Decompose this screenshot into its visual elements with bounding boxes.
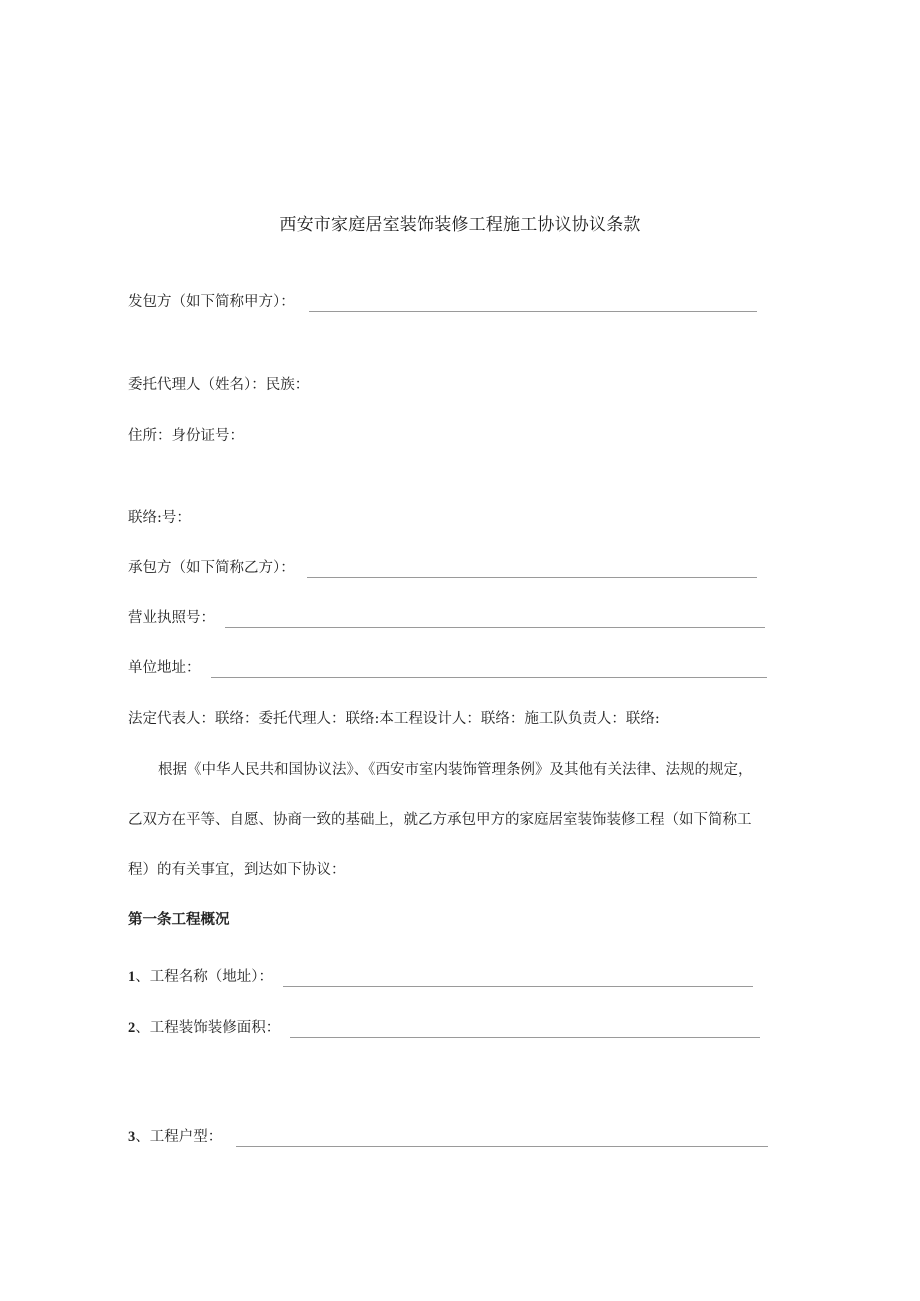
party-a-field[interactable] bbox=[309, 297, 757, 312]
address-row bbox=[128, 658, 767, 678]
body-line-1: 根据《中华人民共和国协议法》、《西安市室内装饰管理条例》及其他有关法律、法规的规定， bbox=[158, 762, 753, 778]
item-2-number: 2 bbox=[128, 1020, 136, 1036]
contact-row bbox=[128, 508, 191, 528]
body-line-2: 乙双方在平等、自愿、协商一致的基础上，就乙方承包甲方的家庭居室装饰装修工程（如下简称工 bbox=[128, 812, 752, 828]
body-line-3: 程）的有关事宜，到达如下协议： bbox=[128, 862, 346, 878]
item-1-number: 1 bbox=[128, 969, 136, 985]
agent-label: 委托代理人（姓名）：民族： bbox=[128, 377, 310, 393]
party-a-row bbox=[128, 292, 757, 312]
party-a-label: 发包方（如下简称甲方）： bbox=[128, 294, 295, 310]
license-row bbox=[128, 608, 765, 628]
representatives-label: 法定代表人：联络：委托代理人：联络:本工程设计人：联络：施工队负责人：联络: bbox=[128, 711, 660, 727]
address-label: 单位地址： bbox=[128, 660, 201, 676]
party-b-label: 承包方（如下简称乙方）： bbox=[128, 560, 295, 576]
item-1-field[interactable] bbox=[283, 972, 753, 987]
item-1-label: 、工程名称（地址）： bbox=[135, 969, 273, 985]
residence-row bbox=[128, 426, 244, 446]
agent-row bbox=[128, 375, 309, 395]
residence-label: 住所：身份证号： bbox=[128, 428, 244, 444]
item-1-row bbox=[128, 967, 753, 987]
item-3-label: 、工程户型： bbox=[135, 1129, 223, 1145]
item-2-label: 、工程装饰装修面积： bbox=[135, 1020, 281, 1036]
item-3-number: 3 bbox=[128, 1129, 136, 1145]
party-b-field[interactable] bbox=[307, 563, 757, 578]
section-1-heading: 第一条工程概况 bbox=[128, 912, 230, 928]
item-3-field[interactable] bbox=[236, 1132, 768, 1147]
item-2-row bbox=[128, 1018, 760, 1038]
representatives-row bbox=[128, 709, 660, 729]
contact-label: 联络:号： bbox=[128, 510, 191, 526]
party-b-row bbox=[128, 558, 757, 578]
address-field[interactable] bbox=[211, 663, 767, 678]
license-field[interactable] bbox=[225, 613, 765, 628]
item-2-field[interactable] bbox=[290, 1023, 760, 1038]
document-title: 西安市家庭居室装饰装修工程施工协议协议条款 bbox=[279, 215, 641, 235]
license-label: 营业执照号： bbox=[128, 610, 215, 626]
item-3-row bbox=[128, 1127, 768, 1147]
